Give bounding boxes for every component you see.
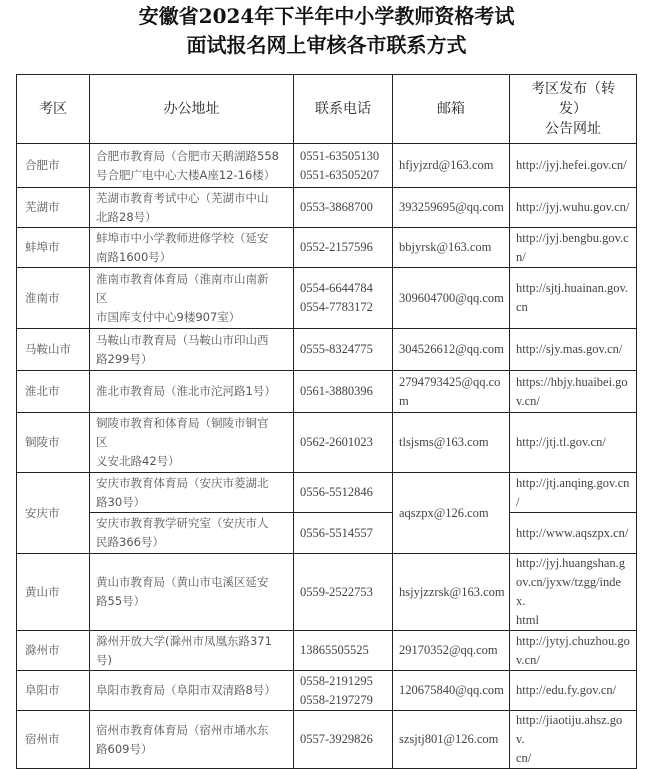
header-email: 邮箱 [393, 75, 510, 144]
phone-cell: 0558-2191295 0558-2197279 [294, 671, 393, 711]
url-cell[interactable]: http://sjy.mas.gov.cn/ [510, 329, 637, 371]
table-row [17, 554, 637, 631]
region-cell: 滁州市 [17, 631, 90, 671]
region-cell: 芜湖市 [17, 188, 90, 228]
region-cell: 淮南市 [17, 268, 90, 329]
region-cell: 蚌埠市 [17, 228, 90, 268]
email-cell[interactable]: 393259695@qq.com [393, 188, 510, 228]
email-cell[interactable]: hfjyjzrd@163.com [393, 144, 510, 188]
header-url: 考区发布（转 发） 公告网址 [510, 75, 637, 144]
header-region: 考区 [17, 75, 90, 144]
address-cell: 铜陵市教育和体育局（铜陵市铜官 区 义安北路42号） [90, 413, 294, 473]
address-cell: 黄山市教育局（黄山市屯溪区延安 路55号） [90, 554, 294, 631]
address-cell: 合肥市教育局（合肥市天鹅湖路558 号合肥广电中心大楼A座12-16楼） [90, 144, 294, 188]
url-cell[interactable]: http://jyj.hefei.gov.cn/ [510, 144, 637, 188]
region-cell: 宿州市 [17, 711, 90, 769]
table-row [17, 268, 637, 329]
phone-cell: 0555-8324775 [294, 329, 393, 371]
address-cell: 宿州市教育体育局（宿州市埇水东 路609号） [90, 711, 294, 769]
region-cell: 阜阳市 [17, 671, 90, 711]
table-row [17, 371, 637, 413]
phone-cell: 0557-3929826 [294, 711, 393, 769]
region-cell: 安庆市 [17, 473, 90, 554]
phone-cell: 0554-6644784 0554-7783172 [294, 268, 393, 329]
email-cell[interactable]: szsjtj801@126.com [393, 711, 510, 769]
address-cell: 安庆市教育教学研究室（安庆市人 民路366号） [90, 513, 294, 554]
contact-table [16, 74, 637, 769]
email-cell[interactable]: hsjyjzzrsk@163.com [393, 554, 510, 631]
phone-cell: 0556-5512846 [294, 473, 393, 513]
address-cell: 蚌埠市中小学教师进修学校（延安 南路1600号） [90, 228, 294, 268]
table-row [17, 473, 637, 513]
address-cell: 阜阳市教育局（阜阳市双清路8号） [90, 671, 294, 711]
table-row [17, 513, 637, 554]
email-cell[interactable]: 29170352@qq.com [393, 631, 510, 671]
phone-cell: 0559-2522753 [294, 554, 393, 631]
url-cell[interactable]: http://www.aqszpx.cn/ [510, 513, 637, 554]
url-cell[interactable]: http://jytyj.chuzhou.go v.cn/ [510, 631, 637, 671]
header-address: 办公地址 [90, 75, 294, 144]
address-cell: 芜湖市教育考试中心（芜湖市中山 北路28号） [90, 188, 294, 228]
email-cell[interactable]: 304526612@qq.com [393, 329, 510, 371]
title-line-2: 面试报名网上审核各市联系方式 [186, 33, 467, 57]
phone-cell: 13865505525 [294, 631, 393, 671]
address-cell: 滁州开放大学(滁州市凤凰东路371 号) [90, 631, 294, 671]
region-cell: 黄山市 [17, 554, 90, 631]
email-cell[interactable]: 120675840@qq.com [393, 671, 510, 711]
table-row [17, 711, 637, 769]
address-cell: 马鞍山市教育局（马鞍山市印山西 路299号） [90, 329, 294, 371]
email-cell[interactable]: 2794793425@qq.co m [393, 371, 510, 413]
url-cell[interactable]: http://jyj.huangshan.g ov.cn/jyxw/tzgg/index. html [510, 554, 637, 631]
address-cell: 淮南市教育体育局（淮南市山南新 区 市国库支付中心9楼907室） [90, 268, 294, 329]
url-cell[interactable]: http://jiaotiju.ahsz.gov. cn/ [510, 711, 637, 769]
table-row [17, 413, 637, 473]
table-row [17, 144, 637, 188]
region-cell: 合肥市 [17, 144, 90, 188]
email-cell[interactable]: bbjyrsk@163.com [393, 228, 510, 268]
phone-cell: 0551-63505130 0551-63505207 [294, 144, 393, 188]
url-cell[interactable]: http://jyj.wuhu.gov.cn/ [510, 188, 637, 228]
title-line-1: 安徽省2024年下半年中小学教师资格考试 [138, 4, 515, 28]
phone-cell: 0556-5514557 [294, 513, 393, 554]
email-cell[interactable]: aqszpx@126.com [393, 473, 510, 554]
phone-cell: 0552-2157596 [294, 228, 393, 268]
url-cell[interactable]: http://jtj.anqing.gov.cn / [510, 473, 637, 513]
phone-cell: 0561-3880396 [294, 371, 393, 413]
header-phone: 联系电话 [294, 75, 393, 144]
table-row [17, 188, 637, 228]
phone-cell: 0562-2601023 [294, 413, 393, 473]
table-row [17, 671, 637, 711]
region-cell: 淮北市 [17, 371, 90, 413]
table-row [17, 631, 637, 671]
url-cell[interactable]: http://jtj.tl.gov.cn/ [510, 413, 637, 473]
table-row [17, 228, 637, 268]
table-row [17, 329, 637, 371]
email-cell[interactable]: 309604700@qq.com [393, 268, 510, 329]
email-cell[interactable]: tlsjsms@163.com [393, 413, 510, 473]
region-cell: 铜陵市 [17, 413, 90, 473]
url-cell[interactable]: https://hbjy.huaibei.go v.cn/ [510, 371, 637, 413]
document-title [0, 2, 653, 60]
url-cell[interactable]: http://sjtj.huainan.gov. cn [510, 268, 637, 329]
address-cell: 淮北市教育局（淮北市沱河路1号） [90, 371, 294, 413]
address-cell: 安庆市教育体育局（安庆市菱湖北 路30号） [90, 473, 294, 513]
header-row [17, 75, 637, 144]
url-cell[interactable]: http://jyj.bengbu.gov.c n/ [510, 228, 637, 268]
phone-cell: 0553-3868700 [294, 188, 393, 228]
url-cell[interactable]: http://edu.fy.gov.cn/ [510, 671, 637, 711]
region-cell: 马鞍山市 [17, 329, 90, 371]
